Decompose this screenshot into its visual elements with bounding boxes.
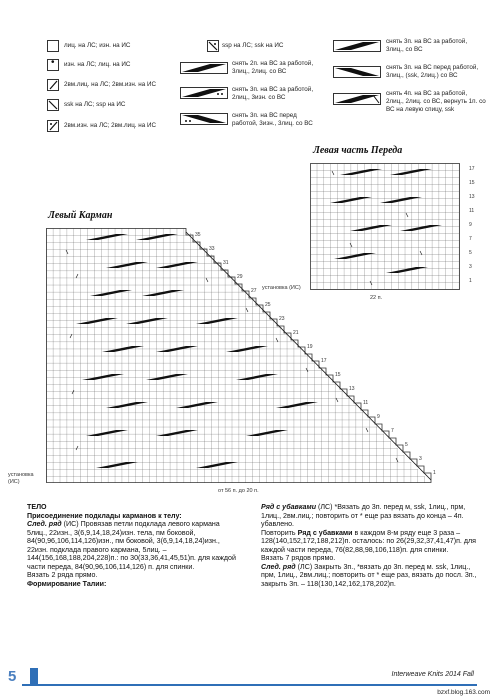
footer-rule <box>22 684 477 686</box>
row-number: 1 <box>433 470 436 476</box>
cable-3-3-left-ssk-icon <box>333 66 381 78</box>
paragraph: Вязать 7 рядов прямо. <box>261 554 336 562</box>
knit-symbol-icon <box>47 40 59 52</box>
pocket-chart-title: Левый Карман <box>48 210 113 221</box>
setup-label: установка (ИС) <box>262 285 301 291</box>
legend-text: ssk на ЛС; ssp на ИС <box>64 101 126 108</box>
row-number: 7 <box>469 236 472 242</box>
cable-3-3-purl-left-icon <box>180 113 228 125</box>
row-number: 17 <box>321 358 327 364</box>
legend-text: снять 3п. на ВС за работой, 3лиц., со ВС <box>386 38 468 53</box>
cable-3-3-purl-right-icon <box>180 87 228 99</box>
section-heading: ТЕЛО <box>27 503 47 511</box>
row-number: 13 <box>469 194 475 200</box>
paragraph: След. ряд (ЛС) Закрыть 3п., *вязать до 3п. перед м. ssk, 1лиц., прм, 1лиц., 2вм.лиц.; повторить от * еще раз, вязать до посл. 3п., закрыть 3п. – 118(130,142,162,178,202)п. <box>261 562 477 588</box>
paragraph: След. ряд (ИС) Провязав петли подклада левого кармана 5лиц., 22изн., 3(6,9,14,18,24)изн. тела, пм боковой, 84(90,96,106,114,126)изн., пм боковой, 3(6,9,14,18,24)изн., 22изн. подклада правого кармана, 5лиц. – 144(156,168,188,204,228)п.: по 30(33,36,41,45,51)п. для каждой части переда, 84(90,96,106,114,126) п. для спинки. <box>27 520 236 571</box>
watermark: bzxf.blog.163.com <box>437 689 490 696</box>
legend-text: снять 2п. на ВС за работой, 3лиц., 2лиц. со ВС <box>232 60 314 75</box>
legend-text: изн. на ЛС; лиц. на ИС <box>64 61 131 68</box>
row-number: 19 <box>307 344 313 350</box>
row-number: 21 <box>293 330 299 336</box>
row-number: 31 <box>223 260 229 266</box>
row-number: 27 <box>251 288 257 294</box>
k2tog-symbol-icon <box>47 79 59 91</box>
row-number: 9 <box>469 222 472 228</box>
row-number: 5 <box>469 250 472 256</box>
row-number: 29 <box>237 274 243 280</box>
row-number: 9 <box>377 414 380 420</box>
legend-text: 2вм.изн. на ЛС; 2вм.лиц. на ИС <box>64 122 157 129</box>
row-number: 25 <box>265 302 271 308</box>
instructions-left <box>27 503 239 588</box>
row-number: 33 <box>209 246 215 252</box>
legend-text: 2вм.лиц. на ЛС; 2вм.изн. на ИС <box>64 81 157 88</box>
subheading: Формирование Талии: <box>27 579 107 588</box>
row-number: 11 <box>469 208 475 214</box>
ssp-symbol-icon <box>207 40 219 52</box>
row-number: 15 <box>469 180 475 186</box>
front-chart-title: Левая часть Переда <box>313 145 403 156</box>
legend-text: снять 3п. на ВС за работой, 2лиц., 3изн. со ВС <box>232 86 314 101</box>
page-number: 5 <box>8 668 17 685</box>
ssk-symbol-icon <box>47 99 59 111</box>
row-number: 7 <box>391 428 394 434</box>
legend-text: снять 3п. на ВС перед работой, 3изн., 3лиц. со ВС <box>232 112 313 127</box>
paragraph: Ряд с убавками (ЛС) *Вязать до 3п. перед м, ssk, 1лиц., прм, 1лиц., 2вм.лиц.; повторить от * еще раз вязать до конца – 4п. убавлено. <box>261 503 466 528</box>
paragraph: Вязать 2 ряда прямо. <box>27 571 98 579</box>
row-number: 35 <box>195 232 201 238</box>
legend-text: лиц. на ЛС; изн. на ИС <box>64 42 131 49</box>
cable-4-2-ssk-icon <box>333 93 381 105</box>
magazine-name: Interweave Knits 2014 Fall <box>391 671 474 678</box>
setup-label: установка (ИС) <box>8 472 34 485</box>
row-number: 1 <box>469 278 472 284</box>
p2tog-symbol-icon <box>47 120 59 132</box>
row-number: 13 <box>349 386 355 392</box>
row-number: 3 <box>419 456 422 462</box>
legend-text: снять 3п. на ВС перед работой, 3лиц., (ssk, 2лиц.) со ВС <box>386 64 479 79</box>
row-number: 23 <box>279 316 285 322</box>
row-number: 11 <box>363 400 369 406</box>
row-number: 3 <box>469 264 472 270</box>
row-number: 15 <box>335 372 341 378</box>
paragraph: Повторить Ряд с убавками в каждом 8-м ряду еще 3 раза – 128(140,152,172,188,212)п. осталось: по 26(29,32,37,41,47)п. для каждой части переда, 76(82,88,98,106,118)п. для спинки. <box>261 528 476 554</box>
cable-2-3-right-icon <box>180 62 228 74</box>
instructions-right <box>261 503 479 588</box>
subheading: Присоединение подклады карманов к телу: <box>27 511 182 520</box>
purl-symbol-icon: • <box>47 59 59 71</box>
row-number: 5 <box>405 442 408 448</box>
cable-3-3-right-icon <box>333 40 381 52</box>
footer-tab <box>30 668 38 685</box>
legend-text: снять 4п. на ВС за работой, 2лиц., 2лиц. со ВС, вернуть 1п. со ВС на левую спицу, ssk <box>386 90 486 113</box>
legend-text: ssp на ЛС; ssk на ИС <box>222 42 284 49</box>
stitch-count: 22 п. <box>370 295 383 301</box>
row-number: 17 <box>469 166 475 172</box>
stitch-count: от 56 п. до 20 п. <box>218 488 259 494</box>
pocket-chart-grid <box>46 228 436 488</box>
